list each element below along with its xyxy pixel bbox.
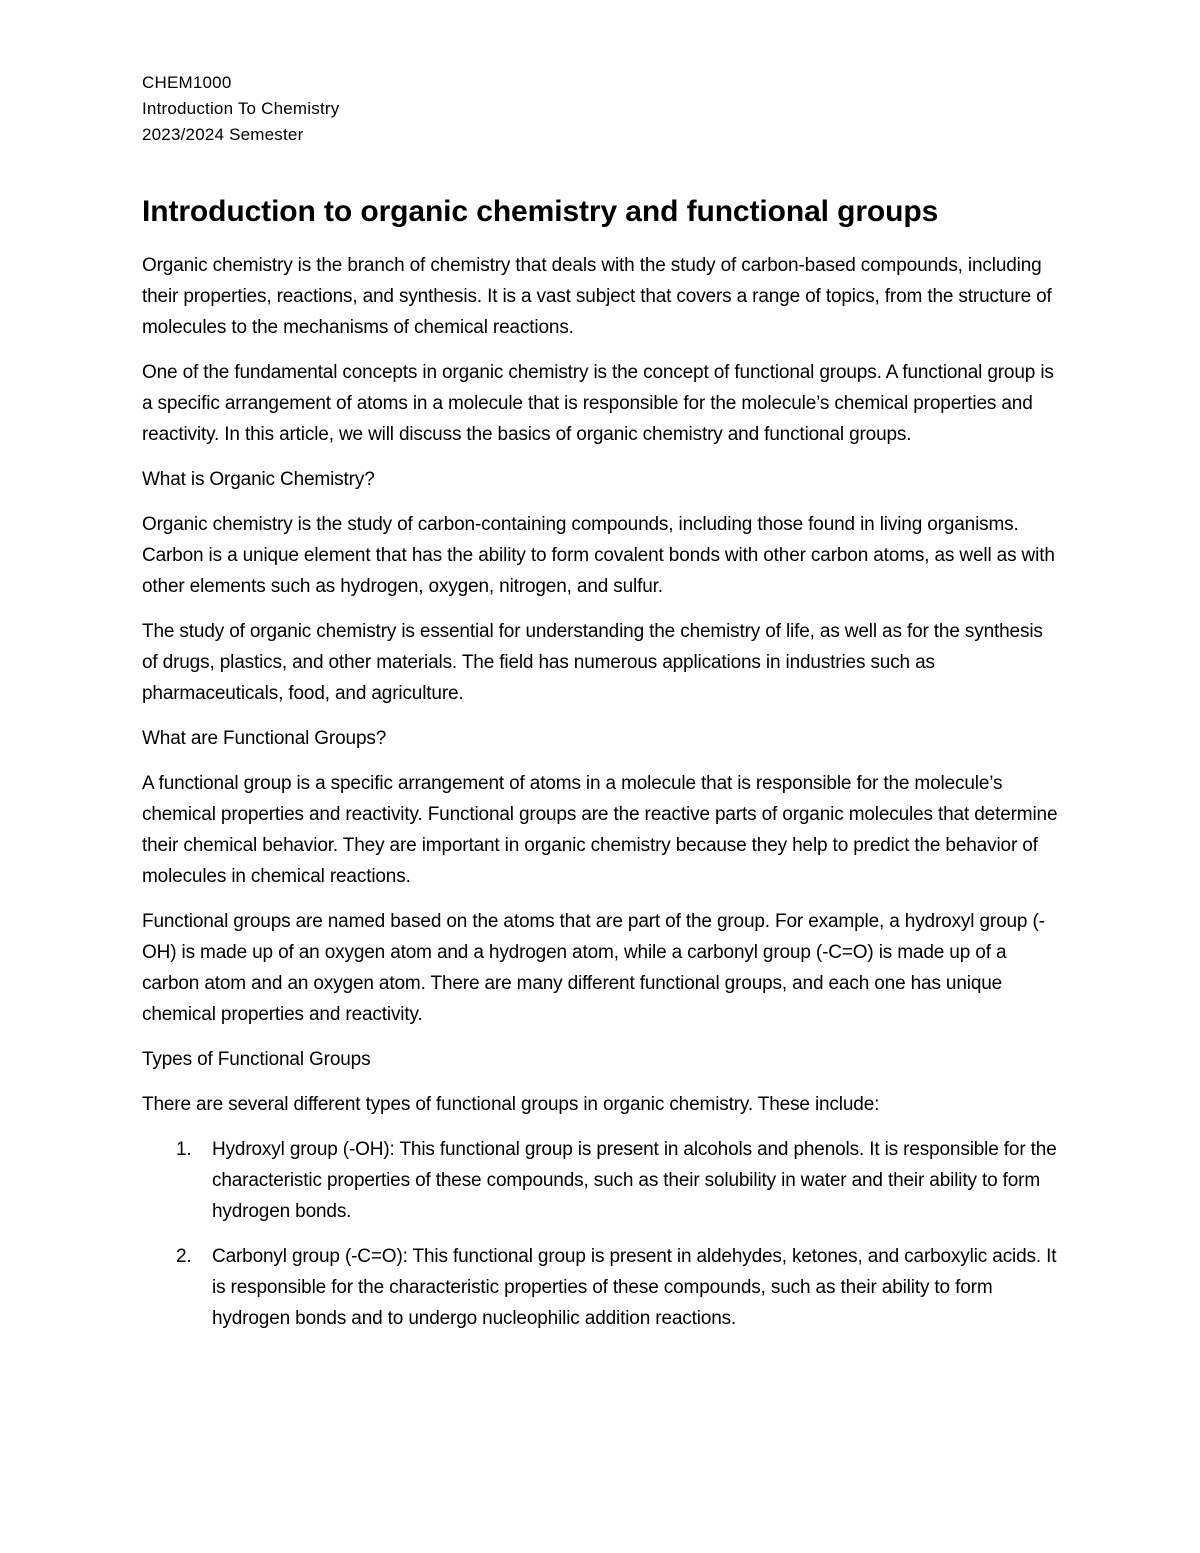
course-code: CHEM1000 — [142, 73, 232, 92]
functional-groups-paragraph: A functional group is a specific arrangement of atoms in a molecule that is responsible for the molecule’s chemical properties and reactivity. Functional groups are the reactive parts of organic molecules that determine their chemical behavior. They are important in organic chemistry because they help to predict the behavior of molecules in chemical reactions. — [142, 773, 1058, 887]
functional-groups-list — [142, 1134, 1060, 1334]
intro-paragraph: Organic chemistry is the branch of chemistry that deals with the study of carbon-based compounds, including their properties, reactions, and synthesis. It is a vast subject that covers a range of topics, from the structure of molecules to the mechanisms of chemical reactions. — [142, 255, 1052, 338]
document-title: Introduction to organic chemistry and functional groups — [142, 195, 939, 228]
semester: 2023/2024 Semester — [142, 125, 304, 144]
section-heading-organic-chemistry: What is Organic Chemistry? — [142, 469, 375, 490]
organic-chemistry-paragraph: Organic chemistry is the study of carbon-containing compounds, including those found in living organisms. Carbon is a unique element that has the ability to form covalent bonds with other carbon atoms, as well as with other elements such as hydrogen, oxygen, nitrogen, and sulfur. — [142, 514, 1055, 597]
list-item-number: 2. — [176, 1246, 192, 1267]
list-item-number: 1. — [176, 1139, 192, 1160]
organic-chemistry-paragraph: The study of organic chemistry is essential for understanding the chemistry of life, as well as for the synthesis of drugs, plastics, and other materials. The field has numerous applications in industries such as pharmaceuticals, food, and agriculture. — [142, 621, 1043, 704]
intro-paragraph: One of the fundamental concepts in organic chemistry is the concept of functional groups. A functional group is a specific arrangement of atoms in a molecule that is responsible for the molecule’s chemical properties and reactivity. In this article, we will discuss the basics of organic chemistry and functional groups. — [142, 362, 1054, 445]
list-item-text: Carbonyl group (-C=O): This functional group is present in aldehydes, ketones, and carboxylic acids. It is responsible for the characteristic properties of these compounds, such as their ability to form hydrogen bonds and to undergo nucleophilic addition reactions. — [212, 1246, 1057, 1329]
document-header — [142, 70, 1060, 148]
types-intro-paragraph: There are several different types of functional groups in organic chemistry. These include: — [142, 1094, 880, 1115]
course-name: Introduction To Chemistry — [142, 99, 340, 118]
functional-groups-paragraph: Functional groups are named based on the atoms that are part of the group. For example, a hydroxyl group (-OH) is made up of an oxygen atom and a hydrogen atom, while a carbonyl group (-C=O) is made up of a carbon atom and an oxygen atom. There are many different functional groups, and each one has unique chemical properties and reactivity. — [142, 911, 1045, 1025]
list-item — [142, 1241, 1060, 1334]
list-item — [142, 1134, 1060, 1227]
section-heading-functional-groups: What are Functional Groups? — [142, 728, 387, 749]
list-item-text: Hydroxyl group (-OH): This functional group is present in alcohols and phenols. It is responsible for the characteristic properties of these compounds, such as their solubility in water and their ability to form hydrogen bonds. — [212, 1139, 1057, 1222]
document-content — [142, 70, 1060, 1348]
section-heading-types: Types of Functional Groups — [142, 1049, 371, 1070]
